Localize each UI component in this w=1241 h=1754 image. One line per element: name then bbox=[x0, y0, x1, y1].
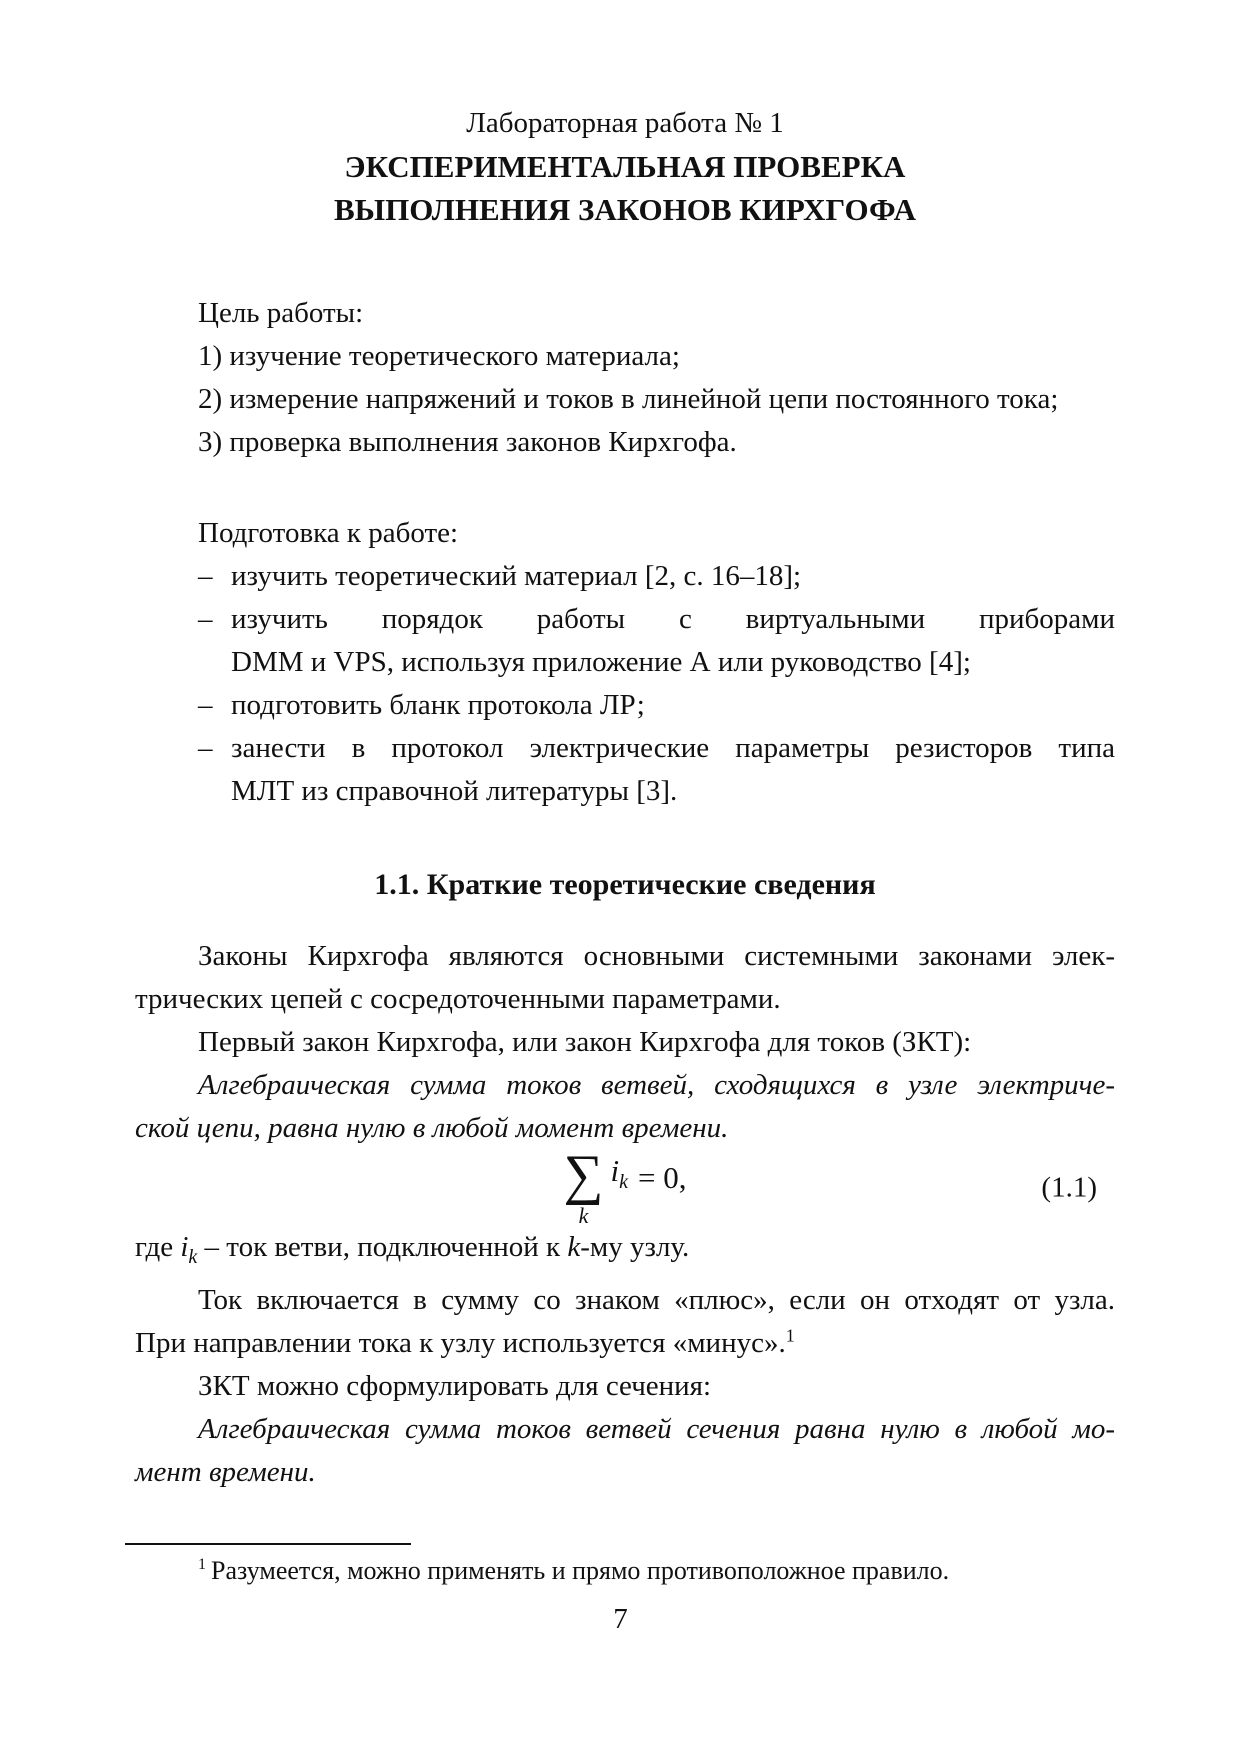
footnote-separator bbox=[125, 1543, 411, 1545]
prep-item-2 bbox=[198, 598, 1115, 684]
prep-item-4 bbox=[198, 727, 1115, 813]
paragraph-1-line1: Законы Кирхгофа являются основными системными законами элек- bbox=[198, 940, 1115, 972]
prep-item-2-line2: DMM и VPS, используя приложение А или руководство [4]; bbox=[231, 646, 971, 678]
bullet-dash: – bbox=[198, 560, 213, 592]
prep-item-4-line1: занести в протокол электрические параметры резисторов типа bbox=[231, 732, 1115, 764]
prep-item-2-line1: изучить порядок работы с виртуальными приборами bbox=[231, 603, 1115, 635]
sum-symbol bbox=[563, 1143, 604, 1229]
footnote-marker: 1 bbox=[198, 1556, 206, 1574]
goal-heading: Цель работы: bbox=[198, 297, 364, 329]
bullet-dash: – bbox=[198, 732, 213, 764]
goal-item-2: 2) измерение напряжений и токов в линейной цепи постоянного тока; bbox=[198, 383, 1059, 415]
prep-item-4-line2: МЛТ из справочной литературы [3]. bbox=[231, 775, 678, 807]
equation-number: (1.1) bbox=[1041, 1171, 1097, 1204]
page-number: 7 bbox=[613, 1603, 628, 1635]
i-k-variable: $i_k$ bbox=[180, 1231, 198, 1268]
footnote-text: $^1$ Разумеется, можно применять и прямо противоположное правило. bbox=[198, 1555, 950, 1585]
sum-formula bbox=[563, 1143, 687, 1229]
goal-item-1: 1) изучение теоретического материала; bbox=[198, 340, 680, 372]
goal-item-3: 3) проверка выполнения законов Кирхгофа. bbox=[198, 426, 737, 458]
footnote-reference: 1 bbox=[785, 1325, 795, 1346]
prep-item-1-line: изучить теоретический материал [2, с. 16–18]; bbox=[231, 560, 802, 592]
current-term: $i_k$ bbox=[610, 1153, 628, 1194]
prep-heading: Подготовка к работе: bbox=[198, 517, 459, 549]
paragraph-1-line2: трических цепей с сосредоточенными параметрами. bbox=[135, 983, 781, 1015]
k-variable: k bbox=[567, 1231, 581, 1263]
paragraph-5-line1: Ток включается в сумму со знаком «плюс», если он отходят от узла. bbox=[198, 1283, 1115, 1316]
paragraph-3-line2: ской цепи, равна нулю в любой момент времени. bbox=[135, 1112, 729, 1144]
paragraph-7-line1: Алгебраическая сумма токов ветвей сечения равна нулю в любой мо- bbox=[198, 1412, 1115, 1445]
bullet-dash: – bbox=[198, 603, 213, 635]
bullet-dash: – bbox=[198, 689, 213, 721]
paragraph-7-line2: мент времени. bbox=[135, 1455, 316, 1488]
equation-1-1 bbox=[135, 1143, 1115, 1229]
doc-title-line1: ЭКСПЕРИМЕНТАЛЬНАЯ ПРОВЕРКА bbox=[344, 149, 906, 184]
where-clause: где $i_k$ – ток ветви, подключенной к k-му узлу. bbox=[135, 1231, 690, 1268]
section-heading: 1.1. Краткие теоретические сведения bbox=[374, 868, 876, 901]
equation-rhs: = 0, bbox=[637, 1159, 687, 1195]
paragraph-6-line1: ЗКТ можно сформулировать для сечения: bbox=[198, 1369, 712, 1402]
sigma-glyph: ∑ bbox=[563, 1143, 604, 1206]
sum-index: k bbox=[578, 1203, 589, 1229]
paragraph-2-line1: Первый закон Кирхгофа, или закон Кирхгофа для токов (ЗКТ): bbox=[198, 1026, 972, 1058]
prep-item-3 bbox=[198, 684, 1115, 727]
doc-title-line2: ВЫПОЛНЕНИЯ ЗАКОНОВ КИРХГОФА bbox=[333, 192, 917, 227]
paragraph-5-line2: При направлении тока к узлу используется «минус».$^1$ bbox=[135, 1325, 795, 1359]
prep-item-3-line: подготовить бланк протокола ЛР; bbox=[231, 689, 645, 721]
lab-number-line: Лабораторная работа № 1 bbox=[466, 107, 784, 139]
prep-item-1 bbox=[198, 555, 1115, 598]
paragraph-3-line1: Алгебраическая сумма токов ветвей, сходящихся в узле электриче- bbox=[198, 1069, 1115, 1101]
